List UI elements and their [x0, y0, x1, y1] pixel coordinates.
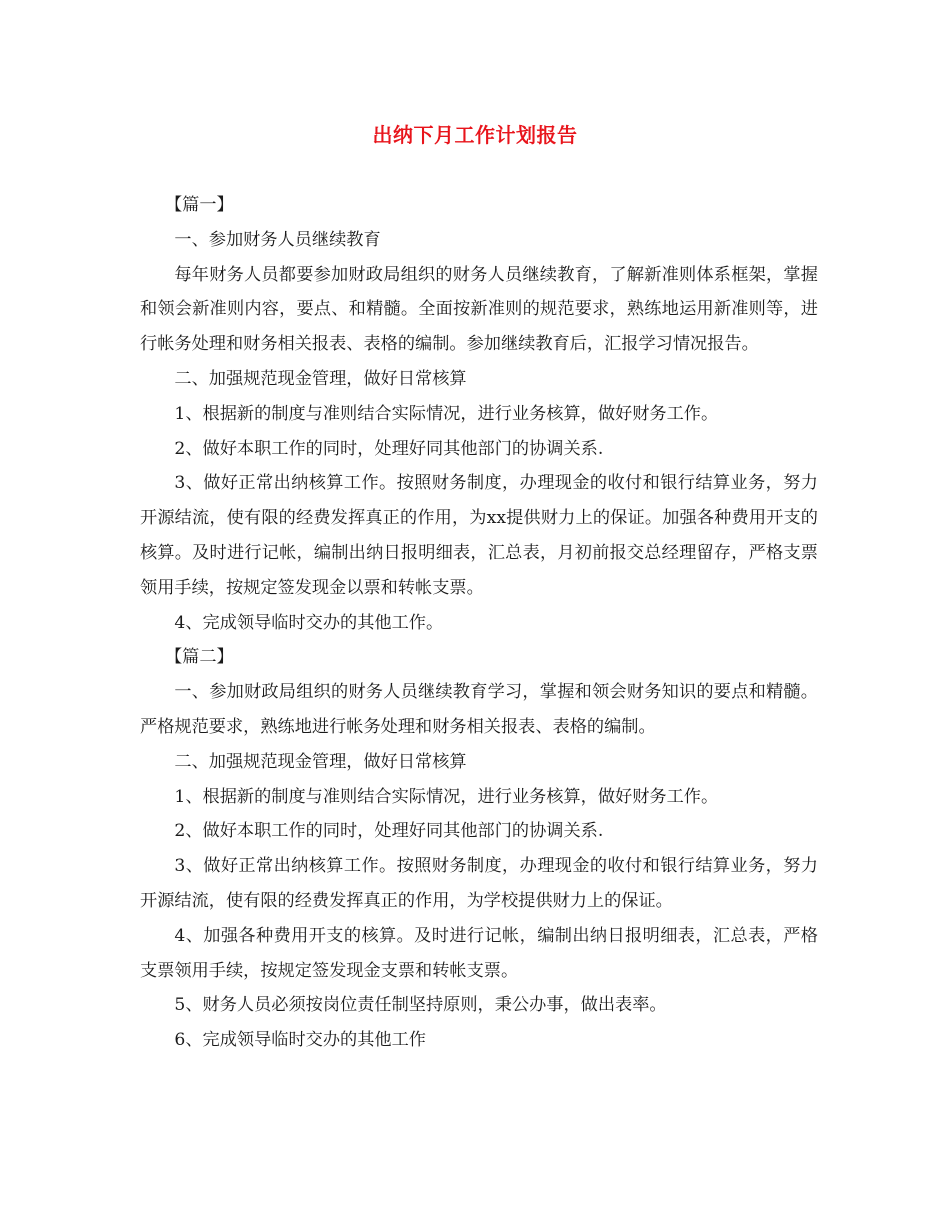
- paragraph: 一、参加财政局组织的财务人员继续教育学习，掌握和领会财务知识的要点和精髓。严格规范要求，熟练地进行帐务处理和财务相关报表、表格的编制。: [140, 682, 818, 737]
- paragraph: 3、做好正常出纳核算工作。按照财务制度，办理现金的收付和银行结算业务，努力开源结流，使有限的经费发挥真正的作用，为xx提供财力上的保证。加强各种费用开支的核算。及时进行记帐，编制出纳日报明细表，汇总表，月初前报交总经理留存，严格支票领用手续，按规定签发现金以票和转帐支票。: [140, 473, 818, 598]
- paragraph: 2、做好本职工作的同时，处理好同其他部门的协调关系.: [174, 438, 604, 459]
- paragraph: 每年财务人员都要参加财政局组织的财务人员继续教育，了解新准则体系框架，掌握和领会新准则内容，要点、和精髓。全面按新准则的规范要求，熟练地运用新准则等，进行帐务处理和财务相关报表、表格的编制。参加继续教育后，汇报学习情况报告。: [140, 264, 818, 355]
- paragraph: 一、参加财务人员继续教育: [174, 229, 381, 250]
- paragraph: 2、做好本职工作的同时，处理好同其他部门的协调关系.: [174, 821, 604, 842]
- paragraph: 5、财务人员必须按岗位责任制坚持原则，秉公办事，做出表率。: [174, 995, 667, 1016]
- paragraph: 4、加强各种费用开支的核算。及时进行记帐，编制出纳日报明细表，汇总表，严格支票领用手续，按规定签发现金支票和转帐支票。: [140, 925, 818, 981]
- paragraph: 4、完成领导临时交办的其他工作。: [174, 612, 444, 633]
- paragraph: 6、完成领导临时交办的其他工作: [174, 1030, 426, 1051]
- paragraph: 1、根据新的制度与准则结合实际情况，进行业务核算，做好财务工作。: [174, 786, 719, 807]
- document-body: [140, 188, 818, 1058]
- paragraph: 二、加强规范现金管理，做好日常核算: [174, 751, 467, 772]
- section-heading: 【篇一】: [164, 195, 234, 215]
- paragraph: 1、根据新的制度与准则结合实际情况，进行业务核算，做好财务工作。: [174, 403, 719, 424]
- paragraph: 3、做好正常出纳核算工作。按照财务制度，办理现金的收付和银行结算业务，努力开源结流，使有限的经费发挥真正的作用，为学校提供财力上的保证。: [140, 856, 818, 911]
- paragraph: 二、加强规范现金管理，做好日常核算: [174, 368, 467, 389]
- section-heading: 【篇二】: [164, 647, 234, 668]
- document-title: 出纳下月工作计划报告: [372, 123, 578, 147]
